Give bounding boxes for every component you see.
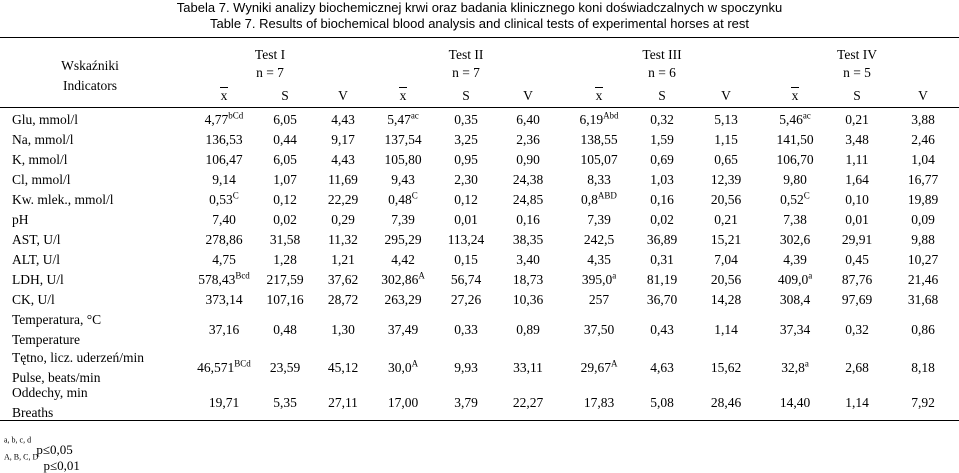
footnote-001	[4, 452, 80, 473]
mean-header	[765, 88, 825, 104]
data-cell	[878, 322, 959, 338]
row-label: Kw. mlek., mmol/l	[12, 192, 114, 207]
data-cell	[878, 112, 959, 128]
cell-value: 113,24	[447, 232, 485, 247]
significance-mark: C	[411, 190, 418, 201]
cell-value: 3,79	[454, 394, 478, 410]
data-cell	[878, 152, 959, 168]
cell-value: 5,13	[714, 112, 738, 127]
caption-polish: Tabela 7. Wyniki analizy biochemicznej krwi oraz badania klinicznego koni doświadczalnych w spoczynku	[176, 0, 783, 15]
stat-symbol: S	[853, 88, 861, 103]
footnote-text: p≤0,05	[36, 442, 73, 457]
cell-value: 14,28	[710, 292, 742, 307]
cell-value: 0,52	[780, 192, 804, 207]
cell-value: 0,12	[454, 192, 478, 207]
cell-value: 1,07	[273, 172, 297, 187]
cell-value: 20,56	[710, 272, 742, 287]
cell-value: 56,74	[450, 272, 482, 287]
significance-mark: A	[418, 270, 425, 281]
cell-value: 302,6	[779, 232, 811, 247]
sd-header	[255, 88, 315, 104]
cell-value: 0,21	[845, 112, 869, 127]
indicators-header-en: Indicators	[63, 78, 117, 93]
stat-symbol: x	[791, 88, 799, 103]
row-label: Tętno, licz. uderzeń/min	[12, 349, 144, 365]
sd-header	[827, 88, 887, 104]
data-cell	[878, 212, 959, 228]
significance-mark: A	[610, 358, 618, 368]
data-cell	[878, 192, 959, 208]
cell-value: 5,47	[387, 112, 411, 127]
cell-value: 8,18	[911, 359, 935, 375]
cell-value: 1,59	[650, 132, 674, 147]
footnote-text: p≤0,01	[43, 458, 80, 473]
cell-value: 0,10	[845, 192, 869, 207]
cell-value: 1,11	[845, 152, 869, 167]
cell-value: 0,12	[273, 192, 297, 207]
cell-value: 87,76	[841, 272, 873, 287]
cell-value: 136,53	[205, 132, 243, 147]
row-label: LDH, U/l	[12, 272, 64, 287]
cell-value: 27,26	[450, 292, 482, 307]
cell-value: 7,40	[212, 212, 236, 227]
cell-value: 0,48	[388, 192, 412, 207]
cell-value: 106,70	[776, 152, 814, 167]
significance-mark: BCd	[234, 358, 251, 368]
cell-value: 11,32	[328, 232, 358, 247]
cell-value: 257	[588, 292, 610, 307]
cell-value: 46,571	[197, 359, 235, 375]
stat-symbol: x	[399, 88, 407, 103]
test-group-n: n = 5	[843, 65, 871, 80]
cell-value: 4,43	[331, 112, 355, 127]
cell-value: 0,90	[516, 152, 540, 167]
cell-value: 0,44	[273, 132, 297, 147]
cell-value: 7,04	[714, 252, 738, 267]
row-label: Breaths	[12, 404, 54, 420]
significance-mark: Abd	[603, 110, 619, 121]
cell-value: 36,70	[646, 292, 678, 307]
cell-value: 9,80	[783, 172, 807, 187]
row-label: Na, mmol/l	[12, 132, 74, 147]
cell-value: 263,29	[384, 292, 422, 307]
row-label: Temperature	[12, 332, 81, 347]
test-group-title: Test I	[254, 47, 286, 62]
cell-value: 29,67	[580, 359, 611, 375]
cell-value: 2,68	[845, 359, 869, 375]
cell-value: 0,02	[650, 212, 674, 227]
cell-value: 37,49	[387, 322, 419, 337]
mean-header	[373, 88, 433, 104]
cell-value: 0,65	[714, 152, 738, 167]
footnote-marks: a, b, c, d	[4, 435, 32, 445]
cell-value: 395,0	[581, 272, 613, 287]
cell-value: 1,04	[911, 152, 935, 167]
cell-value: 19,71	[208, 394, 240, 410]
test-group-title: Test IV	[837, 47, 877, 62]
test-group-n: n = 6	[648, 65, 676, 80]
cell-value: 0,15	[454, 252, 478, 267]
cell-value: 31,68	[907, 292, 939, 307]
cell-value: 4,39	[783, 252, 807, 267]
cell-value: 0,86	[911, 322, 935, 337]
cell-value: 0,31	[650, 252, 674, 267]
data-cell	[878, 395, 959, 411]
cell-value: 105,80	[384, 152, 422, 167]
cell-value: 9,14	[212, 172, 236, 187]
cell-value: 5,35	[273, 394, 297, 410]
data-cell	[878, 252, 959, 268]
cell-value: 7,92	[911, 394, 935, 410]
cell-value: 20,56	[710, 192, 742, 207]
cv-header	[313, 88, 373, 104]
cell-value: 24,85	[512, 192, 544, 207]
cell-value: 9,43	[391, 172, 415, 187]
cell-value: 409,0	[777, 272, 809, 287]
cell-value: 0,69	[650, 152, 674, 167]
cell-value: 23,59	[269, 359, 301, 375]
test-group-n: n = 7	[452, 65, 480, 80]
cell-value: 137,54	[384, 132, 422, 147]
cell-value: 0,45	[845, 252, 869, 267]
data-cell	[878, 132, 959, 148]
cell-value: 2,46	[911, 132, 935, 147]
stat-symbol: S	[658, 88, 666, 103]
cell-value: 28,46	[710, 394, 742, 410]
cell-value: 373,14	[205, 292, 243, 307]
cell-value: 22,29	[327, 192, 359, 207]
cell-value: 295,29	[384, 232, 422, 247]
significance-mark: A	[411, 358, 419, 368]
cell-value: 37,50	[583, 322, 615, 337]
stat-symbol: S	[281, 88, 289, 103]
cell-value: 14,40	[779, 394, 811, 410]
cell-value: 11,69	[328, 172, 358, 187]
cell-value: 45,12	[327, 359, 359, 375]
stat-symbol: V	[338, 88, 348, 103]
cell-value: 0,33	[454, 322, 478, 337]
cell-value: 28,72	[327, 292, 359, 307]
cell-value: 15,21	[710, 232, 742, 247]
cell-value: 97,69	[841, 292, 873, 307]
cell-value: 37,16	[208, 322, 240, 337]
cell-value: 0,02	[273, 212, 297, 227]
row-label: AST, U/l	[12, 232, 61, 247]
cell-value: 0,48	[273, 322, 297, 337]
cell-value: 32,8	[781, 359, 805, 375]
cell-value: 0,53	[209, 192, 233, 207]
cell-value: 0,09	[911, 212, 935, 227]
cell-value: 0,89	[516, 322, 540, 337]
cell-value: 1,15	[714, 132, 738, 147]
cell-value: 302,86	[381, 272, 419, 287]
cell-value: 9,17	[331, 132, 355, 147]
footnote-005	[4, 435, 73, 457]
test-group-n: n = 7	[256, 65, 284, 80]
cell-value: 217,59	[266, 272, 304, 287]
cell-value: 107,16	[266, 292, 304, 307]
significance-mark: a	[808, 270, 813, 281]
data-cell	[878, 172, 959, 188]
cell-value: 6,19	[579, 112, 604, 127]
cell-value: 36,89	[646, 232, 678, 247]
significance-mark: Bcd	[235, 270, 250, 281]
cell-value: 22,27	[512, 394, 544, 410]
cell-value: 0,16	[516, 212, 540, 227]
row-label: pH	[12, 212, 29, 227]
cell-value: 3,48	[845, 132, 869, 147]
cell-value: 141,50	[776, 132, 814, 147]
row-label: Pulse, beats/min	[12, 369, 101, 385]
cell-value: 0,32	[650, 112, 674, 127]
cell-value: 5,08	[650, 394, 674, 410]
cell-value: 4,75	[212, 252, 236, 267]
stat-symbol: S	[462, 88, 470, 103]
cell-value: 17,83	[583, 394, 615, 410]
cell-value: 2,36	[516, 132, 540, 147]
cell-value: 9,88	[911, 232, 935, 247]
cell-value: 19,89	[907, 192, 939, 207]
cell-value: 7,39	[587, 212, 611, 227]
cell-value: 4,77	[204, 112, 229, 127]
cell-value: 0,43	[650, 322, 674, 337]
cell-value: 18,73	[512, 272, 544, 287]
cell-value: 4,35	[587, 252, 611, 267]
cell-value: 1,14	[845, 394, 869, 410]
cell-value: 33,11	[513, 359, 543, 375]
cell-value: 12,39	[710, 172, 742, 187]
cell-value: 308,4	[779, 292, 811, 307]
cell-value: 2,30	[454, 172, 478, 187]
mean-header	[569, 88, 629, 104]
footnote-marks: A, B, C, D	[4, 452, 39, 462]
stat-symbol: V	[523, 88, 533, 103]
cv-header	[893, 88, 953, 104]
cell-value: 10,27	[907, 252, 939, 267]
cell-value: 0,35	[454, 112, 478, 127]
cell-value: 24,38	[512, 172, 544, 187]
stat-symbol: x	[595, 88, 603, 103]
cell-value: 29,91	[841, 232, 873, 247]
cell-value: 106,47	[205, 152, 243, 167]
row-label: Glu, mmol/l	[12, 112, 79, 127]
data-cell	[878, 272, 959, 288]
stat-symbol: x	[220, 88, 228, 103]
cell-value: 1,28	[273, 252, 297, 267]
caption-english: Table 7. Results of biochemical blood analysis and clinical tests of experimental horses at rest	[209, 16, 750, 31]
significance-mark: bCd	[228, 110, 244, 121]
bottom-rule	[0, 420, 959, 421]
cell-value: 1,64	[845, 172, 869, 187]
cell-value: 1,21	[331, 252, 355, 267]
cell-value: 7,39	[391, 212, 415, 227]
cell-value: 6,05	[273, 112, 297, 127]
indicators-header-pl: Wskaźniki	[61, 58, 119, 73]
table-caption	[0, 0, 959, 32]
cell-value: 242,5	[583, 232, 615, 247]
cell-value: 8,33	[587, 172, 611, 187]
row-label: CK, U/l	[12, 292, 55, 307]
row-label: Temperatura, °C	[12, 312, 102, 327]
significance-mark: C	[803, 190, 810, 201]
cell-value: 15,62	[710, 359, 742, 375]
sd-header	[632, 88, 692, 104]
significance-mark: a	[804, 358, 809, 368]
data-cell	[878, 232, 959, 248]
cell-value: 30,0	[387, 359, 412, 375]
significance-mark: a	[612, 270, 617, 281]
cell-value: 0,01	[454, 212, 478, 227]
cell-value: 0,95	[454, 152, 478, 167]
significance-mark: ac	[410, 110, 419, 121]
sd-header	[436, 88, 496, 104]
row-label: K, mmol/l	[12, 152, 68, 167]
cell-value: 1,14	[714, 322, 738, 337]
cell-value: 0,8	[581, 192, 598, 207]
cell-value: 16,77	[907, 172, 939, 187]
cell-value: 37,62	[327, 272, 359, 287]
significance-mark: ac	[802, 110, 811, 121]
cv-header	[498, 88, 558, 104]
cell-value: 9,93	[454, 359, 478, 375]
cell-value: 7,38	[783, 212, 807, 227]
data-cell	[878, 360, 959, 376]
cell-value: 21,46	[907, 272, 939, 287]
test-group-title: Test II	[448, 47, 484, 62]
cell-value: 1,03	[650, 172, 674, 187]
mean-header	[194, 88, 254, 104]
cell-value: 0,16	[650, 192, 674, 207]
row-label: Cl, mmol/l	[12, 172, 71, 187]
cell-value: 105,07	[580, 152, 618, 167]
cell-value: 81,19	[646, 272, 678, 287]
cell-value: 5,46	[779, 112, 803, 127]
cv-header	[696, 88, 756, 104]
cell-value: 6,05	[273, 152, 297, 167]
cell-value: 27,11	[328, 394, 358, 410]
cell-value: 578,43	[198, 272, 236, 287]
cell-value: 4,63	[650, 359, 674, 375]
cell-value: 4,42	[391, 252, 415, 267]
cell-value: 4,43	[331, 152, 355, 167]
cell-value: 10,36	[512, 292, 544, 307]
cell-value: 138,55	[580, 132, 618, 147]
cell-value: 0,29	[331, 212, 355, 227]
cell-value: 3,88	[911, 112, 935, 127]
top-rule	[0, 37, 959, 38]
cell-value: 17,00	[387, 394, 419, 410]
stat-symbol: V	[918, 88, 928, 103]
significance-mark: C	[232, 190, 239, 201]
cell-value: 6,40	[516, 112, 540, 127]
cell-value: 1,30	[331, 322, 355, 337]
cell-value: 3,25	[454, 132, 478, 147]
cell-value: 0,32	[845, 322, 869, 337]
cell-value: 278,86	[205, 232, 243, 247]
cell-value: 31,58	[269, 232, 301, 247]
stat-symbol: V	[721, 88, 731, 103]
cell-value: 3,40	[516, 252, 540, 267]
header-rule	[0, 107, 959, 108]
row-label: Oddechy, min	[12, 384, 88, 400]
significance-mark: ABD	[597, 190, 617, 201]
cell-value: 0,01	[845, 212, 869, 227]
cell-value: 38,35	[512, 232, 544, 247]
test-group-title: Test III	[642, 47, 682, 62]
cell-value: 37,34	[779, 322, 811, 337]
row-label: ALT, U/l	[12, 252, 61, 267]
cell-value: 0,21	[714, 212, 738, 227]
data-cell	[878, 292, 959, 308]
